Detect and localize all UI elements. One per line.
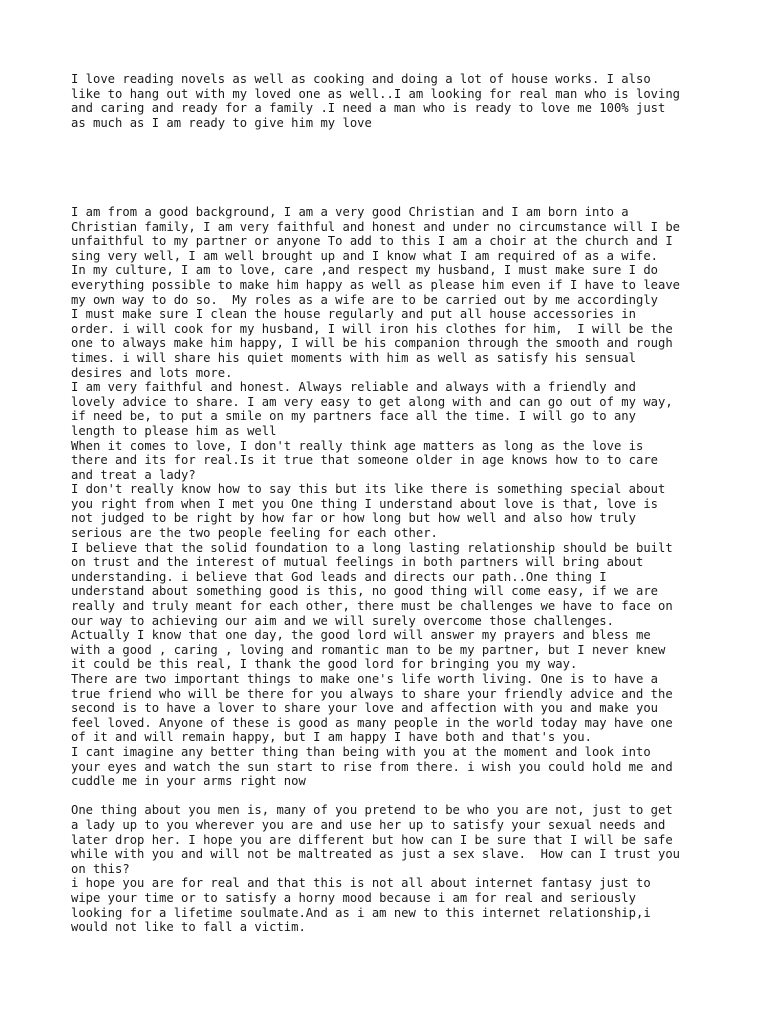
body-line: a lady up to you wherever you are and use her up to satisfy your sexual needs and bbox=[71, 817, 666, 832]
body-line: second is to have a lover to share your love and affection with you and make you bbox=[71, 701, 658, 716]
body-line: One thing about you men is, many of you pretend to be who you are not, just to get bbox=[71, 803, 673, 818]
body-line: wipe your time or to satisfy a horny mood because i am for real and seriously bbox=[71, 890, 636, 905]
body-line: I believe that the solid foundation to a long lasting relationship should be built bbox=[71, 540, 673, 555]
body-line: Christian family, I am very faithful and honest and under no circumstance will I be bbox=[71, 219, 681, 234]
body-line: looking for a lifetime soulmate.And as i am new to this internet relationship,i bbox=[71, 905, 651, 920]
body-line: I am very faithful and honest. Always reliable and always with a friendly and bbox=[71, 380, 636, 395]
body-line: times. i will share his quiet moments with him as well as satisfy his sensual bbox=[71, 350, 636, 365]
body-line: sing very well, I am well brought up and I know what I am required of as a wife. bbox=[71, 248, 658, 263]
body-line: one to always make him happy, I will be his companion through the smooth and rough bbox=[71, 336, 673, 351]
body-line: serious are the two people feeling for each other. bbox=[71, 526, 438, 541]
body-line: order. i will cook for my husband, I will iron his clothes for him, I will be the bbox=[71, 321, 673, 336]
body-line: and treat a lady? bbox=[71, 467, 196, 482]
body-line: unfaithful to my partner or anyone To add to this I am a choir at the church and I bbox=[71, 234, 673, 249]
body-line: our way to achieving our aim and we will surely overcome those challenges. bbox=[71, 613, 614, 628]
body-line: you right from when I met you One thing I understand about love is that, love is bbox=[71, 496, 658, 511]
body-line: if need be, to put a smile on my partners face all the time. I will go to any bbox=[71, 409, 636, 424]
body-line: length to please him as well bbox=[71, 423, 277, 438]
body-text bbox=[71, 205, 711, 935]
body-line: there and its for real.Is it true that someone older in age knows how to to care bbox=[71, 453, 658, 468]
body-line: true friend who will be there for you always to share your friendly advice and the bbox=[71, 686, 673, 701]
body-line: on this? bbox=[71, 861, 130, 876]
body-line: of it and will remain happy, but I am happy I have both and that's you. bbox=[71, 730, 592, 745]
body-line: really and truly meant for each other, there must be challenges we have to face on bbox=[71, 599, 673, 614]
body-line: understanding. i believe that God leads and directs our path..One thing I bbox=[71, 569, 607, 584]
body-line: with a good , caring , loving and romantic man to be my partner, but I never knew bbox=[71, 642, 666, 657]
body-line: not judged to be right by how far or how long but how well and also how truly bbox=[71, 511, 636, 526]
body-line: I must make sure I clean the house regularly and put all house accessories in bbox=[71, 307, 636, 322]
body-line: feel loved. Anyone of these is good as many people in the world today may have one bbox=[71, 715, 673, 730]
body-line: would not like to fall a victim. bbox=[71, 920, 306, 935]
body-line: my own way to do so. My roles as a wife are to be carried out by me accordingly bbox=[71, 292, 658, 307]
intro-line: like to hang out with my loved one as well..I am looking for real man who is loving bbox=[71, 86, 681, 101]
body-line: cuddle me in your arms right now bbox=[71, 774, 306, 789]
intro-line: and caring and ready for a family .I need a man who is ready to love me 100% just bbox=[71, 101, 666, 116]
body-line: it could be this real, I thank the good lord for bringing you my way. bbox=[71, 657, 578, 672]
body-line: I cant imagine any better thing than being with you at the moment and look into bbox=[71, 744, 651, 759]
intro-line: as much as I am ready to give him my love bbox=[71, 115, 372, 130]
intro-paragraph bbox=[71, 72, 711, 130]
body-line: later drop her. I hope you are different but how can I be sure that I will be safe bbox=[71, 832, 673, 847]
body-line: your eyes and watch the sun start to rise from there. i wish you could hold me and bbox=[71, 759, 673, 774]
body-line: Actually I know that one day, the good lord will answer my prayers and bless me bbox=[71, 628, 651, 643]
body-line: I don't really know how to say this but its like there is something special about bbox=[71, 482, 666, 497]
intro-line: I love reading novels as well as cooking and doing a lot of house works. I also bbox=[71, 72, 651, 86]
body-line: I am from a good background, I am a very good Christian and I am born into a bbox=[71, 205, 629, 219]
body-line: understand about something good is this, no good thing will come easy, if we are bbox=[71, 584, 658, 599]
body-line bbox=[71, 789, 711, 804]
body-line: In my culture, I am to love, care ,and respect my husband, I must make sure I do bbox=[71, 263, 658, 278]
body-line: When it comes to love, I don't really think age matters as long as the love is bbox=[71, 438, 644, 453]
body-line: everything possible to make him happy as well as please him even if I have to leave bbox=[71, 277, 681, 292]
body-line: i hope you are for real and that this is not all about internet fantasy just to bbox=[71, 876, 651, 891]
body-line: lovely advice to share. I am very easy to get along with and can go out of my way, bbox=[71, 394, 673, 409]
body-line: on trust and the interest of mutual feelings in both partners will bring about bbox=[71, 555, 644, 570]
body-line: desires and lots more. bbox=[71, 365, 233, 380]
body-line: There are two important things to make one's life worth living. One is to have a bbox=[71, 672, 658, 686]
body-line: while with you and will not be maltreated as just a sex slave. How can I trust you bbox=[71, 847, 681, 862]
